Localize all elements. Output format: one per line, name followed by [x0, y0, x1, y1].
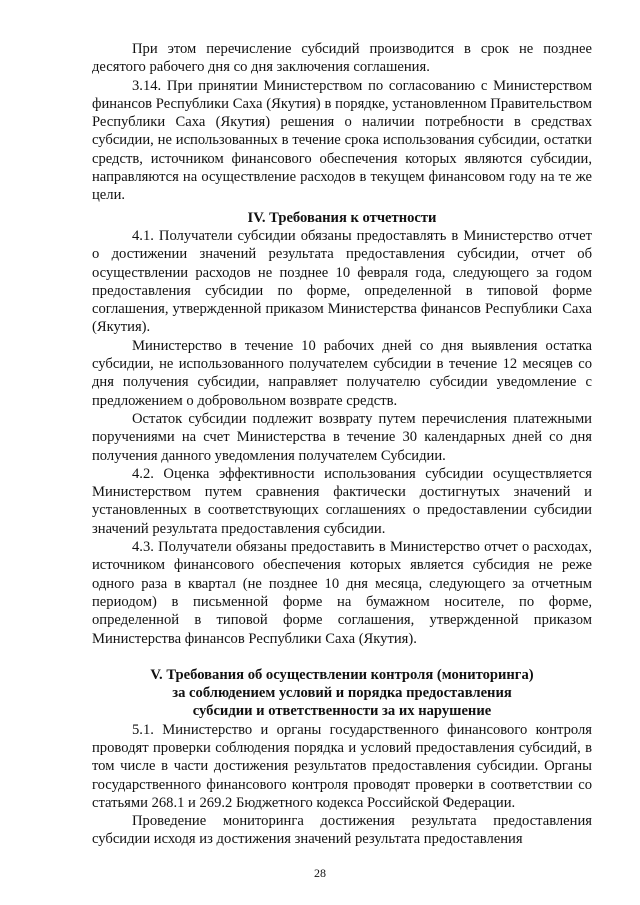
section-heading-5: [92, 666, 592, 721]
paragraph: Проведение мониторинга достижения результата предоставления субсидии исходя из достижения значений результата предоставления: [92, 813, 592, 848]
section-heading-line: V. Требования об осуществлении контроля (мониторинга): [150, 666, 534, 683]
page-number: 28: [314, 866, 326, 880]
section-heading-line: за соблюдением условий и порядка предоставления: [172, 685, 512, 702]
paragraph: 4.3. Получатели обязаны предоставить в Министерство отчет о расходах, источником финансового обеспечения которых является субсидия не реже одного раза в квартал (не позднее 10 дня месяца, следующего за отчетным периодом) в письменной форме на бумажном носителе, по форме, определенной в типовой форме соглашения, утвержденной приказом Министерства финансов Республики Саха (Якутия).: [92, 539, 592, 647]
section-heading-line: субсидии и ответственности за их нарушение: [192, 703, 492, 720]
paragraph: При этом перечисление субсидий производится в срок не позднее десятого рабочего дня со дня заключения соглашения.: [92, 41, 592, 76]
paragraph: Остаток субсидии подлежит возврату путем перечисления платежными поручениями на счет Министерства в течение 30 календарных дней со дня получения данного уведомления получателем Субсидии.: [92, 410, 592, 464]
paragraph: 5.1. Министерство и органы государственного финансового контроля проводят проверки соблюдения порядка и условий предоставления субсидий, в том числе в части достижения результатов предоставления субсидии. Органы государственного финансового контроля проводят проверки в соответствии со статьями 268.1 и 269.2 Бюджетного кодекса Российской Федерации.: [92, 721, 592, 811]
paragraph: 4.1. Получатели субсидии обязаны предоставлять в Министерство отчет о достижении значений результата предоставления субсидии, отчет об осуществлении расходов не позднее 10 февраля года, следующего за годом предоставления субсидии по форме, определенной в типовой форме соглашения, утвержденной приказом Министерства финансов Республики Саха (Якутия).: [92, 227, 592, 336]
paragraph: 4.2. Оценка эффективности использования субсидии осуществляется Министерством путем сравнения фактически достигнутых значений и установленных в соответствующих соглашениях о предоставлении субсидии значений результата предоставления субсидии.: [92, 465, 592, 537]
paragraph: 3.14. При принятии Министерством по согласованию с Министерством финансов Республики Саха (Якутия) в порядке, установленном Правительством Республики Саха (Якутия) решения о наличии потребности в средствах субсидии, не использованных в течение срока использования субсидии, остатки средств, источником финансового обеспечения которых являются субсидии, направляются на осуществление расходов в текущем финансовом году на те же цели.: [92, 77, 592, 204]
section-heading-4: IV. Требования к отчетности: [247, 209, 437, 226]
paragraph: Министерство в течение 10 рабочих дней со дня выявления остатка субсидии, не использованного получателем субсидии в течение 12 месяцев со дня получения субсидии, направляет получателю субсидии уведомление с предложением о добровольном возврате средств.: [92, 337, 592, 409]
